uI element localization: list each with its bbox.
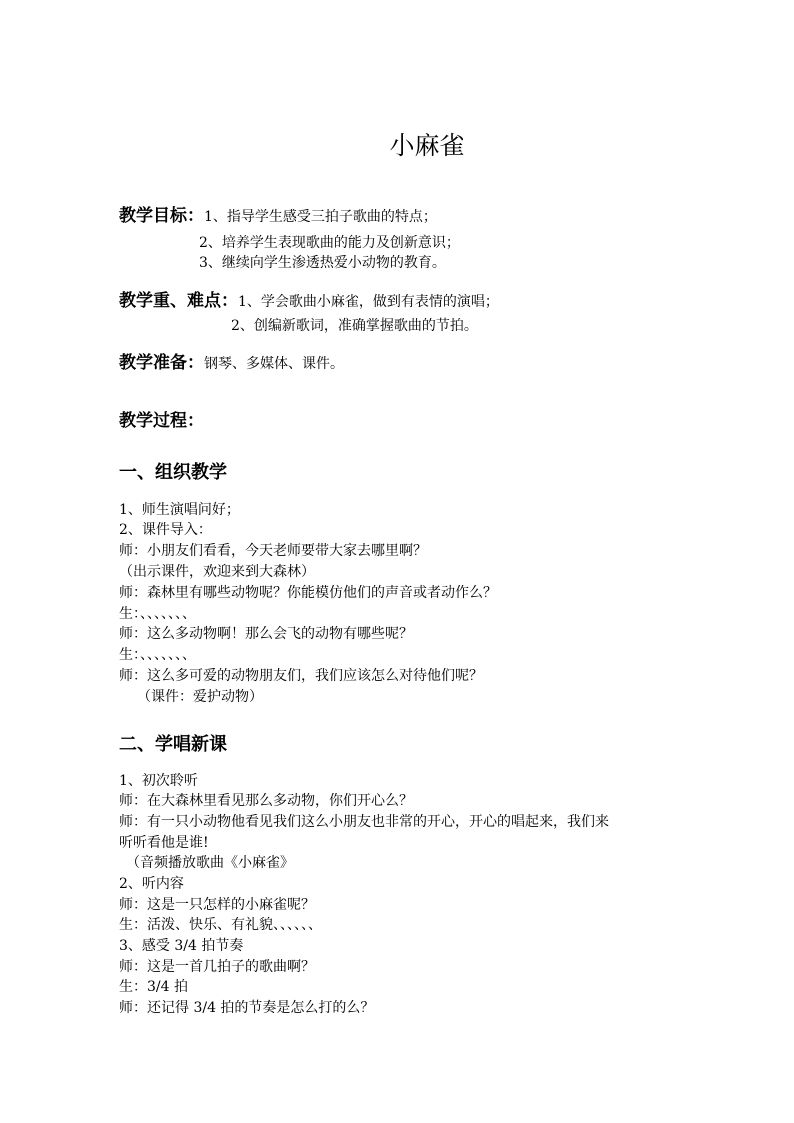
section-2-line: 师：这是一只怎样的小麻雀呢？ — [119, 897, 315, 913]
section-1-line: 师：森林里有哪些动物呢？你能模仿他们的声音或者动作么？ — [119, 585, 497, 601]
section-1-heading: 一、组织教学 — [119, 462, 227, 483]
preparation-label: 教学准备： — [119, 353, 204, 373]
section-2-heading: 二、学唱新课 — [119, 734, 227, 755]
section-2-line: 师：在大森林里看见那么多动物，你们开心么？ — [119, 793, 413, 809]
objective-item-3: 3、继续向学生渗透热爱小动物的教育。 — [199, 255, 446, 271]
preparation-row — [119, 348, 344, 373]
process-label: 教学过程： — [119, 411, 204, 431]
objectives-label: 教学目标： — [119, 206, 204, 226]
objectives-row — [119, 201, 437, 226]
key-point-item-1: 1、学会歌曲小麻雀，做到有表情的演唱； — [238, 294, 499, 310]
section-2-line: 2、听内容 — [119, 876, 184, 892]
section-2-line: 3、感受 3/4 拍节奏 — [119, 938, 244, 954]
section-2-line: （音频播放歌曲《小麻雀》 — [126, 855, 294, 871]
section-1-line: 生：、、、、、、、 — [119, 606, 196, 622]
key-points-label: 教学重、难点： — [119, 291, 238, 311]
section-1-line: （课件：爱护动物） — [137, 689, 263, 705]
section-2-line: 生：活泼、快乐、有礼貌、、、、、、 — [119, 917, 322, 933]
section-1-line: 2、课件导入： — [119, 522, 212, 538]
section-1-line: 师：这么多动物啊！那么会飞的动物有哪些呢？ — [119, 626, 413, 642]
section-1-line: 生：、、、、、、、 — [119, 647, 196, 663]
section-2-line: 师：有一只小动物他看见我们这么小朋友也非常的开心，开心的唱起来，我们来 — [119, 814, 609, 830]
key-point-item-2: 2、创编新歌词，准确掌握歌曲的节拍。 — [231, 318, 478, 334]
section-2-line: 1、初次聆听 — [119, 773, 198, 789]
page-title: 小麻雀 — [389, 131, 465, 160]
section-1-line: 师：小朋友们看看，今天老师要带大家去哪里啊？ — [119, 543, 427, 559]
section-1-line: 1、师生演唱问好； — [119, 502, 240, 518]
key-points-row — [119, 286, 499, 311]
section-1-line: （出示课件，欢迎来到大森林） — [119, 564, 315, 580]
section-2-line: 生：3/4 拍 — [119, 979, 188, 995]
section-2-line: 师：这是一首几拍子的歌曲啊？ — [119, 959, 315, 975]
section-2-line: 师：还记得 3/4 拍的节奏是怎么打的么？ — [119, 1000, 375, 1016]
section-1-line: 师：这么多可爱的动物朋友们，我们应该怎么对待他们呢？ — [119, 668, 483, 684]
section-2-line: 听听看他是谁! — [119, 835, 209, 851]
objective-item-2: 2、培养学生表现歌曲的能力及创新意识； — [199, 235, 460, 251]
objective-item-1: 1、指导学生感受三拍子歌曲的特点； — [204, 209, 437, 225]
preparation-text: 钢琴、多媒体、课件。 — [204, 356, 344, 372]
